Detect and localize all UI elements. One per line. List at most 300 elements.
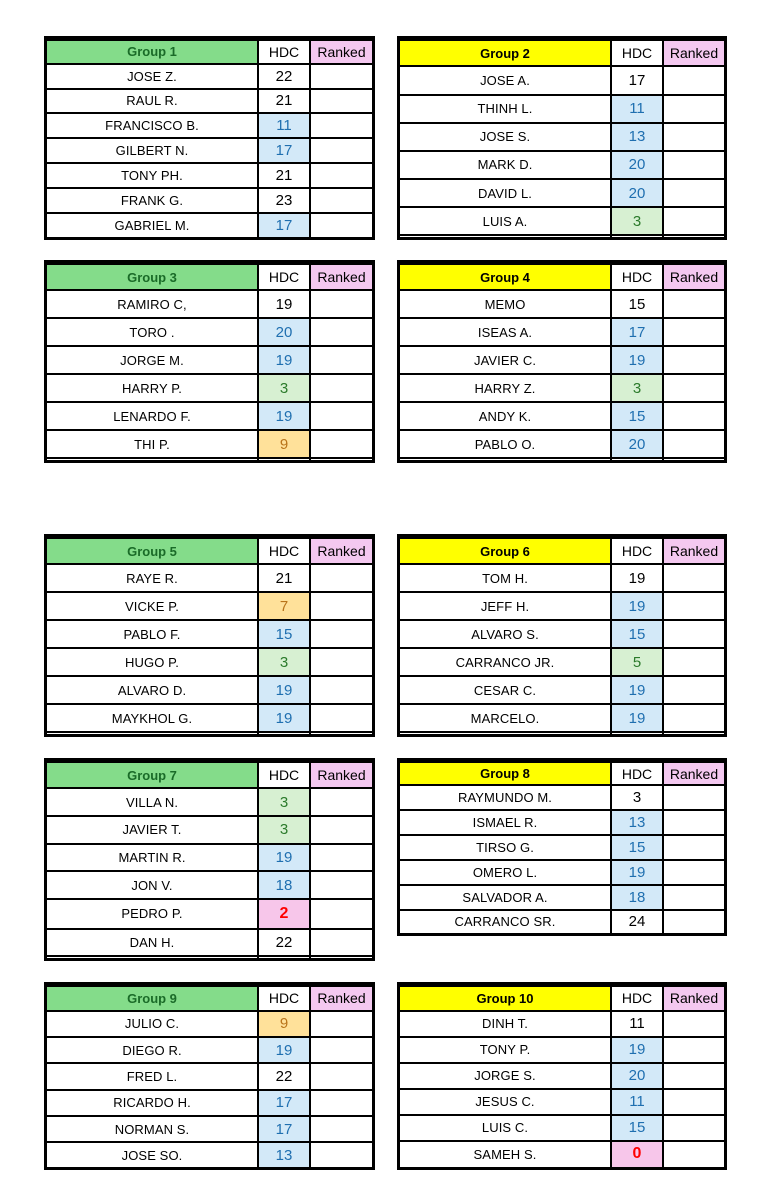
hdc-header: HDC <box>611 538 663 564</box>
ranked-cell <box>310 163 372 188</box>
group-table <box>397 758 727 936</box>
player-name: JON V. <box>47 871 258 899</box>
player-name <box>47 458 258 460</box>
ranked-cell <box>310 1116 372 1142</box>
table-row <box>47 704 372 732</box>
hdc-value: 18 <box>258 871 310 899</box>
hdc-value: 22 <box>258 929 310 957</box>
table-row <box>400 885 724 910</box>
hdc-value: 18 <box>611 885 663 910</box>
ranked-cell <box>310 318 372 346</box>
ranked-cell <box>310 816 372 844</box>
group-header-row <box>400 762 724 785</box>
group-table <box>44 36 375 240</box>
hdc-value: 11 <box>611 1011 663 1037</box>
hdc-value: 17 <box>258 138 310 163</box>
ranked-cell <box>310 1090 372 1116</box>
ranked-cell <box>310 290 372 318</box>
group-table <box>44 758 375 961</box>
table-row <box>47 290 372 318</box>
ranked-cell <box>663 151 724 179</box>
ranked-header: Ranked <box>310 264 372 290</box>
table-row <box>47 318 372 346</box>
hdc-value: 19 <box>611 592 663 620</box>
table-row <box>47 64 372 89</box>
player-name: JORGE S. <box>400 1063 611 1089</box>
player-name <box>47 956 258 958</box>
ranked-cell <box>310 402 372 430</box>
table-row <box>400 592 724 620</box>
player-name: RAYMUNDO M. <box>400 785 611 810</box>
hdc-header: HDC <box>611 986 663 1011</box>
ranked-cell <box>663 346 724 374</box>
hdc-value: 15 <box>258 620 310 648</box>
hdc-header: HDC <box>611 762 663 785</box>
hdc-header: HDC <box>258 264 310 290</box>
player-name: ALVARO S. <box>400 620 611 648</box>
player-name: JOSE S. <box>400 123 611 151</box>
player-name: LENARDO F. <box>47 402 258 430</box>
ranked-cell <box>310 788 372 816</box>
table-row <box>400 835 724 860</box>
player-name: CARRANCO SR. <box>400 910 611 933</box>
player-name: JAVIER T. <box>47 816 258 844</box>
ranked-cell <box>310 64 372 89</box>
ranked-cell <box>663 592 724 620</box>
table-row <box>47 402 372 430</box>
player-name: DAVID L. <box>400 179 611 207</box>
table-row <box>400 1115 724 1141</box>
group-table <box>397 260 727 463</box>
hdc-value: 13 <box>258 1142 310 1167</box>
hdc-value: 20 <box>258 318 310 346</box>
table-row <box>47 620 372 648</box>
ranked-cell <box>310 458 372 460</box>
ranked-cell <box>310 704 372 732</box>
ranked-header: Ranked <box>663 986 724 1011</box>
ranked-cell <box>310 676 372 704</box>
table-row <box>400 1089 724 1115</box>
table-row <box>47 1142 372 1167</box>
ranked-cell <box>310 564 372 592</box>
table-row <box>400 785 724 810</box>
ranked-cell <box>663 885 724 910</box>
ranked-cell <box>663 290 724 318</box>
group-title: Group 10 <box>400 986 611 1011</box>
group-title: Group 7 <box>47 762 258 788</box>
group-title: Group 2 <box>400 40 611 66</box>
group-table <box>397 982 727 1170</box>
table-row <box>47 138 372 163</box>
group-title: Group 6 <box>400 538 611 564</box>
player-name: PABLO O. <box>400 430 611 458</box>
hdc-value: 3 <box>258 648 310 676</box>
hdc-value <box>611 732 663 734</box>
hdc-value: 17 <box>611 318 663 346</box>
player-name: ISEAS A. <box>400 318 611 346</box>
player-name <box>400 458 611 460</box>
group-header-row <box>400 264 724 290</box>
player-name: FRANK G. <box>47 188 258 213</box>
ranked-cell <box>663 910 724 933</box>
hdc-value <box>258 956 310 958</box>
hdc-header: HDC <box>611 264 663 290</box>
ranked-cell <box>310 188 372 213</box>
table-row <box>400 810 724 835</box>
table-row <box>400 318 724 346</box>
player-name: ALVARO D. <box>47 676 258 704</box>
player-name: ISMAEL R. <box>400 810 611 835</box>
table-row <box>47 816 372 844</box>
hdc-value: 17 <box>258 1090 310 1116</box>
group-header-row <box>47 538 372 564</box>
table-row <box>400 179 724 207</box>
table-row <box>400 648 724 676</box>
table-row <box>47 929 372 957</box>
hdc-value: 15 <box>611 402 663 430</box>
player-name: CESAR C. <box>400 676 611 704</box>
hdc-header: HDC <box>258 762 310 788</box>
player-name: SAMEH S. <box>400 1141 611 1167</box>
ranked-cell <box>663 810 724 835</box>
ranked-cell <box>663 95 724 123</box>
hdc-value: 15 <box>611 290 663 318</box>
table-row <box>47 844 372 872</box>
hdc-value: 19 <box>258 1037 310 1063</box>
group-title: Group 5 <box>47 538 258 564</box>
ranked-cell <box>663 374 724 402</box>
table-row <box>47 113 372 138</box>
ranked-cell <box>663 785 724 810</box>
ranked-cell <box>310 871 372 899</box>
group-table <box>44 982 375 1170</box>
player-name: JEFF H. <box>400 592 611 620</box>
ranked-cell <box>663 648 724 676</box>
player-name: JULIO C. <box>47 1011 258 1037</box>
ranked-cell <box>663 1037 724 1063</box>
player-name: CARRANCO JR. <box>400 648 611 676</box>
player-name: RICARDO H. <box>47 1090 258 1116</box>
group-header-row <box>400 986 724 1011</box>
ranked-cell <box>663 1141 724 1167</box>
hdc-value: 19 <box>258 290 310 318</box>
table-row <box>400 564 724 592</box>
hdc-value: 21 <box>258 89 310 114</box>
ranked-cell <box>310 89 372 114</box>
ranked-cell <box>663 458 724 460</box>
player-name: NORMAN S. <box>47 1116 258 1142</box>
hdc-value: 20 <box>611 151 663 179</box>
table-row <box>400 66 724 94</box>
table-row <box>400 346 724 374</box>
table-row <box>400 207 724 235</box>
ranked-cell <box>310 374 372 402</box>
player-name: RAUL R. <box>47 89 258 114</box>
table-row <box>47 374 372 402</box>
hdc-value: 13 <box>611 123 663 151</box>
table-row <box>400 910 724 933</box>
table-row <box>47 346 372 374</box>
ranked-cell <box>310 844 372 872</box>
ranked-cell <box>310 620 372 648</box>
hdc-value: 15 <box>611 1115 663 1141</box>
hdc-value: 3 <box>611 785 663 810</box>
hdc-value: 20 <box>611 1063 663 1089</box>
table-row <box>400 620 724 648</box>
hdc-value: 22 <box>258 64 310 89</box>
hdc-value: 20 <box>611 430 663 458</box>
player-name <box>400 732 611 734</box>
table-row <box>400 1141 724 1167</box>
group-title: Group 9 <box>47 986 258 1011</box>
ranked-cell <box>663 676 724 704</box>
player-name: TORO . <box>47 318 258 346</box>
ranked-cell <box>310 1142 372 1167</box>
hdc-value: 24 <box>611 910 663 933</box>
table-row <box>47 788 372 816</box>
table-row <box>47 564 372 592</box>
ranked-cell <box>310 430 372 458</box>
table-row <box>47 188 372 213</box>
ranked-cell <box>663 1115 724 1141</box>
group-header-row <box>47 264 372 290</box>
hdc-value: 19 <box>258 844 310 872</box>
player-name: RAYE R. <box>47 564 258 592</box>
player-name: DIEGO R. <box>47 1037 258 1063</box>
table-row <box>47 213 372 237</box>
player-name: FRED L. <box>47 1063 258 1089</box>
ranked-cell <box>663 207 724 235</box>
table-row <box>47 899 372 928</box>
ranked-cell <box>663 402 724 430</box>
ranked-cell <box>310 113 372 138</box>
hdc-value: 19 <box>258 676 310 704</box>
player-name: SALVADOR A. <box>400 885 611 910</box>
player-name: MAYKHOL G. <box>47 704 258 732</box>
ranked-cell <box>663 620 724 648</box>
table-row <box>47 430 372 458</box>
player-name: VICKE P. <box>47 592 258 620</box>
hdc-value: 3 <box>258 788 310 816</box>
table-row <box>400 95 724 123</box>
hdc-value: 19 <box>611 704 663 732</box>
hdc-value: 19 <box>611 1037 663 1063</box>
hdc-value: 23 <box>258 188 310 213</box>
hdc-value: 3 <box>258 816 310 844</box>
ranked-cell <box>310 1063 372 1089</box>
hdc-value: 19 <box>258 704 310 732</box>
player-name: HARRY Z. <box>400 374 611 402</box>
hdc-value: 19 <box>258 346 310 374</box>
hdc-value: 20 <box>611 179 663 207</box>
player-name: MARK D. <box>400 151 611 179</box>
table-row <box>400 704 724 732</box>
table-row <box>47 1090 372 1116</box>
hdc-value: 7 <box>258 592 310 620</box>
player-name: GILBERT N. <box>47 138 258 163</box>
ranked-cell <box>310 1011 372 1037</box>
table-row <box>47 1011 372 1037</box>
ranked-header: Ranked <box>663 40 724 66</box>
ranked-cell <box>310 732 372 734</box>
group-table <box>44 534 375 737</box>
ranked-cell <box>663 318 724 346</box>
table-row <box>47 732 372 734</box>
hdc-value: 11 <box>611 1089 663 1115</box>
hdc-value <box>611 235 663 237</box>
hdc-value: 19 <box>258 402 310 430</box>
player-name: DAN H. <box>47 929 258 957</box>
ranked-cell <box>310 138 372 163</box>
group-table <box>397 36 727 240</box>
group-table <box>397 534 727 737</box>
hdc-header: HDC <box>258 986 310 1011</box>
hdc-value: 15 <box>611 620 663 648</box>
player-name: TONY PH. <box>47 163 258 188</box>
hdc-value: 0 <box>611 1141 663 1167</box>
table-row <box>47 956 372 958</box>
ranked-cell <box>663 1011 724 1037</box>
player-name: JOSE A. <box>400 66 611 94</box>
table-row <box>400 732 724 734</box>
hdc-header: HDC <box>258 538 310 564</box>
player-name: GABRIEL M. <box>47 213 258 237</box>
ranked-header: Ranked <box>310 538 372 564</box>
player-name: THI P. <box>47 430 258 458</box>
hdc-value: 21 <box>258 564 310 592</box>
hdc-value: 13 <box>611 810 663 835</box>
player-name: MEMO <box>400 290 611 318</box>
ranked-cell <box>663 732 724 734</box>
hdc-value <box>258 732 310 734</box>
table-row <box>47 89 372 114</box>
hdc-value: 17 <box>258 213 310 237</box>
group-table <box>44 260 375 463</box>
table-row <box>400 860 724 885</box>
ranked-cell <box>310 592 372 620</box>
hdc-value: 11 <box>611 95 663 123</box>
hdc-value: 19 <box>611 860 663 885</box>
ranked-cell <box>663 1089 724 1115</box>
ranked-cell <box>663 704 724 732</box>
hdc-value: 9 <box>258 1011 310 1037</box>
group-header-row <box>47 986 372 1011</box>
hdc-value: 19 <box>611 346 663 374</box>
player-name: DINH T. <box>400 1011 611 1037</box>
hdc-value: 22 <box>258 1063 310 1089</box>
table-row <box>47 1116 372 1142</box>
ranked-header: Ranked <box>310 762 372 788</box>
group-title: Group 3 <box>47 264 258 290</box>
table-row <box>400 123 724 151</box>
ranked-cell <box>310 929 372 957</box>
hdc-value: 3 <box>611 207 663 235</box>
table-row <box>47 592 372 620</box>
ranked-cell <box>310 1037 372 1063</box>
ranked-cell <box>663 1063 724 1089</box>
player-name <box>400 235 611 237</box>
ranked-cell <box>310 899 372 928</box>
group-title: Group 4 <box>400 264 611 290</box>
player-name: LUIS C. <box>400 1115 611 1141</box>
ranked-cell <box>310 346 372 374</box>
table-row <box>400 151 724 179</box>
table-row <box>400 402 724 430</box>
player-name: VILLA N. <box>47 788 258 816</box>
ranked-cell <box>663 179 724 207</box>
player-name: JESUS C. <box>400 1089 611 1115</box>
ranked-cell <box>310 213 372 237</box>
hdc-value: 21 <box>258 163 310 188</box>
group-header-row <box>400 40 724 66</box>
player-name: JOSE Z. <box>47 64 258 89</box>
ranked-cell <box>663 66 724 94</box>
player-name: PABLO F. <box>47 620 258 648</box>
player-name: JAVIER C. <box>400 346 611 374</box>
table-row <box>47 458 372 460</box>
hdc-value: 3 <box>611 374 663 402</box>
player-name: JOSE SO. <box>47 1142 258 1167</box>
player-name: TOM H. <box>400 564 611 592</box>
hdc-value: 17 <box>611 66 663 94</box>
table-row <box>400 458 724 460</box>
player-name: MARCELO. <box>400 704 611 732</box>
ranked-cell <box>310 648 372 676</box>
hdc-value: 17 <box>258 1116 310 1142</box>
table-row <box>400 290 724 318</box>
player-name: TONY P. <box>400 1037 611 1063</box>
table-row <box>400 430 724 458</box>
ranked-cell <box>663 860 724 885</box>
table-row <box>47 648 372 676</box>
player-name <box>47 732 258 734</box>
group-header-row <box>47 762 372 788</box>
hdc-value: 11 <box>258 113 310 138</box>
hdc-header: HDC <box>258 40 310 64</box>
ranked-header: Ranked <box>663 538 724 564</box>
player-name: THINH L. <box>400 95 611 123</box>
player-name: ANDY K. <box>400 402 611 430</box>
ranked-header: Ranked <box>310 986 372 1011</box>
table-row <box>400 235 724 237</box>
table-row <box>47 1063 372 1089</box>
player-name: HARRY P. <box>47 374 258 402</box>
table-row <box>400 1037 724 1063</box>
player-name: TIRSO G. <box>400 835 611 860</box>
table-row <box>400 676 724 704</box>
hdc-value: 9 <box>258 430 310 458</box>
table-row <box>47 871 372 899</box>
player-name: RAMIRO C, <box>47 290 258 318</box>
ranked-cell <box>663 564 724 592</box>
player-name: OMERO L. <box>400 860 611 885</box>
ranked-header: Ranked <box>663 762 724 785</box>
table-row <box>47 163 372 188</box>
ranked-cell <box>663 835 724 860</box>
ranked-header: Ranked <box>310 40 372 64</box>
ranked-header: Ranked <box>663 264 724 290</box>
group-header-row <box>47 40 372 64</box>
ranked-cell <box>310 956 372 958</box>
ranked-cell <box>663 235 724 237</box>
table-row <box>400 374 724 402</box>
hdc-value: 19 <box>611 564 663 592</box>
hdc-value: 5 <box>611 648 663 676</box>
hdc-header: HDC <box>611 40 663 66</box>
hdc-value <box>611 458 663 460</box>
player-name: JORGE M. <box>47 346 258 374</box>
ranked-cell <box>663 123 724 151</box>
